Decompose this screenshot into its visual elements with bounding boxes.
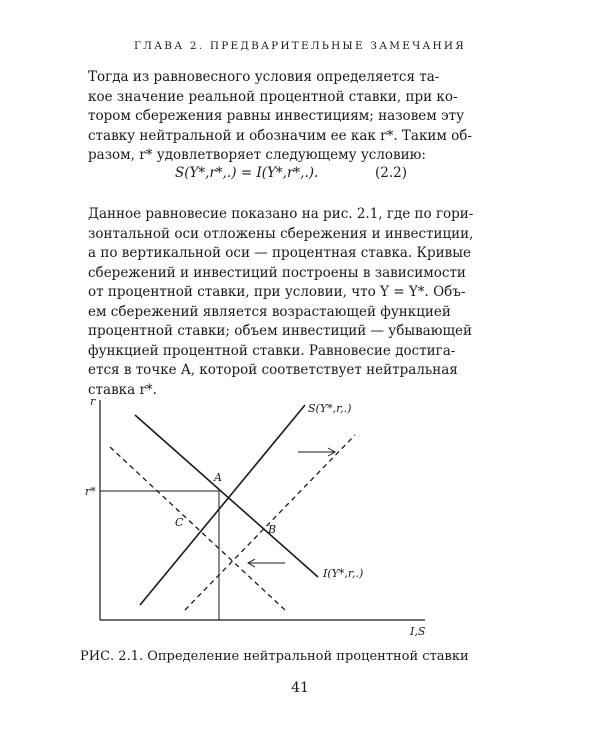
paragraph-2	[88, 205, 473, 400]
point-c-label: C	[175, 516, 184, 529]
y-axis-label: r	[90, 395, 96, 408]
text-line: ставка r*.	[88, 381, 157, 398]
running-header: ГЛАВА 2. ПРЕДВАРИТЕЛЬНЫЕ ЗАМЕЧАНИЯ	[134, 40, 466, 52]
text-line: ставку нейтральной и обозначим ее как r*. Таким об-	[88, 127, 472, 144]
text-line: кое значение реальной процентной ставки, при ко-	[88, 88, 458, 105]
text-line: тором сбережения равны инвестициям; назовем эту	[88, 108, 465, 124]
x-axis-label: I,S	[410, 625, 426, 638]
text-line: зонтальной оси отложены сбережения и инвестиции,	[88, 225, 474, 242]
investment-curve-label: I(Y*,r,.)	[323, 567, 364, 580]
text-line: от процентной ставки, при условии, что Y = Y*. Объ-	[88, 284, 466, 300]
text-line: ем сбережений является возрастающей функцией	[88, 303, 451, 320]
point-b-label: B	[268, 523, 277, 536]
savings-curve-label: S(Y*,r,.)	[308, 402, 352, 415]
text-line: разом, r* удовлетворяет следующему условию:	[88, 147, 426, 163]
text-line: процентной ставки; объем инвестиций — убывающей	[88, 323, 473, 339]
equation: S(Y*,r*,.) = I(Y*,r*,.).	[175, 165, 319, 181]
text-line: а по вертикальной оси — процентная ставка. Кривые	[88, 245, 471, 261]
text-line: функцией процентной ставки. Равновесие достига-	[88, 342, 456, 359]
text-line: ется в точке A, которой соответствует нейтральная	[88, 362, 458, 378]
point-a-label: A	[214, 471, 222, 484]
equilibrium-figure	[80, 395, 440, 645]
r-star-label: r*	[85, 485, 96, 498]
page-number: 41	[291, 680, 309, 696]
text-line: сбережений и инвестиций построены в зависимости	[88, 264, 466, 281]
equation-number: (2.2)	[375, 165, 408, 181]
paragraph-1	[88, 68, 472, 166]
text-line: Тогда из равновесного условия определяется та-	[88, 69, 440, 85]
text-line: Данное равновесие показано на рис. 2.1, где по гори-	[88, 206, 474, 222]
savings-curve	[140, 405, 305, 605]
figure-caption: РИС. 2.1. Определение нейтральной процентной ставки	[80, 649, 469, 664]
investment-curve	[135, 415, 318, 577]
shifted-investment-curve	[110, 447, 285, 610]
